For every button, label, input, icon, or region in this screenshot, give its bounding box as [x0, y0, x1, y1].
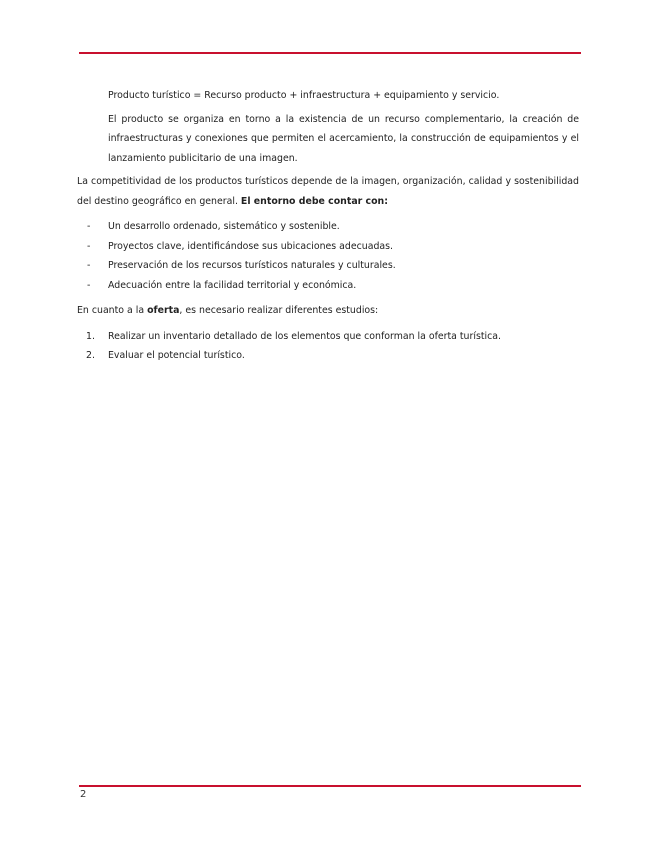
list-item: [77, 276, 579, 296]
page-number: 2: [80, 789, 87, 800]
environment-heading: El entorno debe contar con:: [240, 195, 388, 207]
offer-keyword: oferta: [147, 305, 180, 316]
list-marker: -: [87, 221, 91, 232]
list-item: [77, 256, 579, 276]
list-item: [77, 217, 579, 237]
list-marker: -: [87, 260, 91, 271]
offer-paragraph: [77, 301, 579, 321]
competitiveness-paragraph: [77, 172, 579, 211]
list-item: [77, 237, 579, 257]
footer-rule: [79, 785, 581, 787]
offer-text-after: , es necesario realizar diferentes estudios:: [179, 305, 379, 316]
list-item-text: Realizar un inventario detallado de los elementos que conforman la oferta turística.: [108, 330, 502, 342]
list-marker: 1.: [86, 330, 95, 342]
list-item: [77, 327, 579, 347]
formula-paragraph: Producto turístico = Recurso producto + infraestructura + equipamiento y servicio.: [108, 90, 500, 101]
list-item-text: Preservación de los recursos turísticos naturales y culturales.: [108, 260, 396, 271]
list-marker: -: [87, 279, 91, 291]
environment-list: [77, 217, 579, 295]
studies-list: [77, 327, 579, 366]
competitiveness-text: La competitividad de los productos turísticos depende de la imagen, organización, calidad y sostenibilidad del destino geográfico en general.: [77, 176, 579, 207]
list-item-text: Evaluar el potencial turístico.: [108, 350, 245, 361]
list-item-text: Adecuación entre la facilidad territorial y económica.: [108, 279, 357, 291]
list-marker: -: [87, 240, 91, 252]
list-item-text: Proyectos clave, identificándose sus ubicaciones adecuadas.: [108, 240, 394, 252]
product-paragraph: El producto se organiza en torno a la existencia de un recurso complementario, la creación de infraestructuras y conexiones que permiten el acercamiento, la construcción de equipamientos y el lanzamiento publicitario de una imagen.: [108, 113, 579, 164]
list-item-text: Un desarrollo ordenado, sistemático y sostenible.: [108, 221, 340, 232]
list-marker: 2.: [86, 350, 95, 361]
header-rule: [79, 52, 581, 54]
page-content: [77, 86, 579, 366]
offer-text-before: En cuanto a la: [77, 305, 145, 316]
list-item: [77, 346, 579, 366]
